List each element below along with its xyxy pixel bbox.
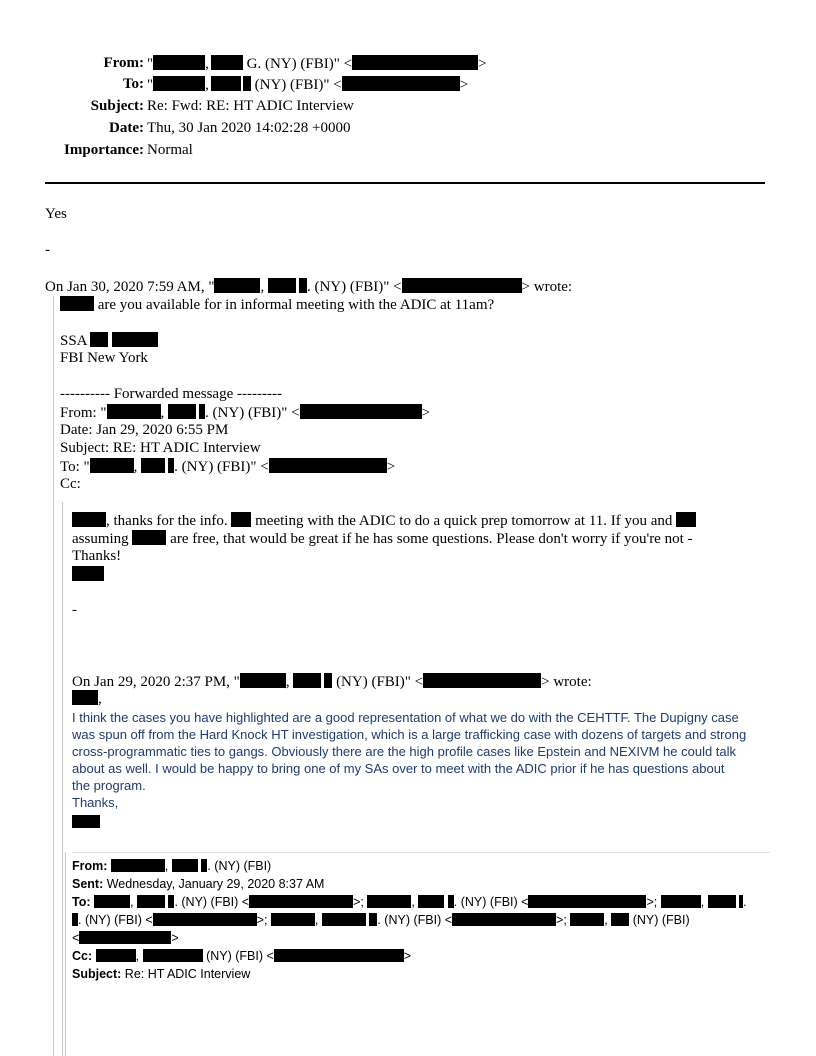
redaction [153,913,257,926]
quote3-intro: On Jan 29, 2020 2:37 PM, " , (NY) (FBI)" < > wrote: [72,674,592,690]
to-value: " , (NY) (FBI)" < > [147,77,469,93]
redaction [153,55,205,70]
quote1-intro: On Jan 30, 2020 7:59 AM, " , . (NY) (FBI)" < > wrote: [45,279,573,295]
reply-dash: - [45,242,50,258]
redaction [132,530,166,545]
redaction [352,55,478,70]
redaction [141,458,165,473]
from-label: From: [103,55,144,71]
to-label: To: [122,76,144,92]
orig-cc: Cc: , (NY) (FBI) < > [72,949,412,963]
thanks-line: Thanks, [72,795,119,810]
redaction [72,566,104,584]
redaction [143,949,203,962]
subject-label: Subject: [90,98,144,114]
fwd-header: ---------- Forwarded message --------- [60,386,282,402]
redaction [268,278,296,293]
redaction [90,332,108,347]
redaction [90,458,134,473]
quote1-sig2: FBI New York [60,350,148,366]
fwd-from: From: " , . (NY) (FBI)" < > [60,405,431,421]
orig-sent: Sent: Wednesday, January 29, 2020 8:37 AM [72,877,325,891]
body-line: about as well. I would be happy to bring one of my SAs over to meet with the ADIC prior if he has questions about [72,761,725,776]
redaction [324,673,332,688]
quote1-sig1: SSA [60,332,158,350]
quote3-salutation: , [72,690,102,708]
fwd-subject: Subject: RE: HT ADIC Interview [60,440,261,456]
orig-to-line1: To: , . (NY) (FBI) < >; , . (NY) (FBI) < >; , . [72,895,747,909]
redaction [153,76,205,91]
redaction [211,76,241,91]
date-label: Date: [109,120,144,136]
redaction [342,76,460,91]
redaction [94,895,130,908]
redaction [137,895,165,908]
body-line: the program. [72,778,146,793]
fwd-cc: Cc: [60,476,81,492]
importance-label: Importance: [64,142,144,158]
body-line: I think the cases you have highlighted are a good representation of what we do with the CEHTTF. The Dupigny case [72,710,739,725]
redaction [96,949,136,962]
redaction [231,512,251,527]
redaction [60,296,94,311]
header-divider [45,182,765,184]
redaction [72,512,106,527]
redaction [72,813,772,830]
quote2-dash: - [72,602,77,618]
from-value: " , G. (NY) (FBI)" < > [147,56,487,72]
redaction [79,931,171,944]
redaction [274,949,404,962]
redaction [300,404,422,419]
reply-body: Yes [45,206,67,222]
body-line: was spun off from the Hard Knock HT investigation, which is a large trafficking case with dozens of targets and strong [72,727,747,742]
redaction [271,913,315,926]
date-value: Thu, 30 Jan 2020 14:02:28 +0000 [147,120,351,136]
quote-bar [53,296,54,1056]
redaction [322,913,366,926]
redaction [240,673,286,688]
redaction [570,913,604,926]
quote1-line1: are you available for in informal meeting with the ADIC at 11am? [60,296,494,314]
redaction [676,512,696,527]
quote2-line3: Thanks! [72,548,122,564]
fwd-date: Date: Jan 29, 2020 6:55 PM [60,422,229,438]
redaction [299,278,307,293]
body-line: cross-programmatic ties to gangs. Obviously there are the high profile cases like Epstein and NEXIVM he could talk [72,744,737,759]
redaction [402,278,522,293]
quote2-line2: assuming are free, that would be great if he has some questions. Please don't worry if you're not - [72,531,693,547]
orig-to-line2: . (NY) (FBI) < >; , . (NY) (FBI) < >; , (NY) (FBI) [72,912,690,929]
orig-from: From: , . (NY) (FBI) [72,859,272,873]
orig-subject: Subject: Re: HT ADIC Interview [72,967,251,981]
redaction [168,404,196,419]
redaction [249,895,353,908]
redaction [708,895,736,908]
subject-value: Re: Fwd: RE: HT ADIC Interview [147,98,354,114]
redaction [214,278,260,293]
redaction [172,859,198,872]
quote-bar [65,852,66,1056]
original-divider [72,852,770,853]
redaction [528,895,646,908]
quote-bar [62,502,63,1056]
importance-value: Normal [147,142,193,158]
redaction [423,673,541,688]
quote2-line1: , thanks for the info. meeting with the ADIC to do a quick prep tomorrow at 11. If you and [72,512,696,530]
redaction [72,690,98,705]
redaction [269,458,387,473]
redaction [452,913,556,926]
redaction [107,404,161,419]
redaction [293,673,321,688]
redaction [243,76,251,91]
redaction [661,895,701,908]
redaction [611,913,629,926]
orig-to-line3: < > [72,931,179,945]
redaction [367,895,411,908]
fwd-to: To: " , . (NY) (FBI)" < > [60,459,396,475]
redaction [418,895,444,908]
quote3-body [72,709,772,830]
redaction [111,859,165,872]
redaction [112,332,158,347]
redaction [211,55,243,70]
